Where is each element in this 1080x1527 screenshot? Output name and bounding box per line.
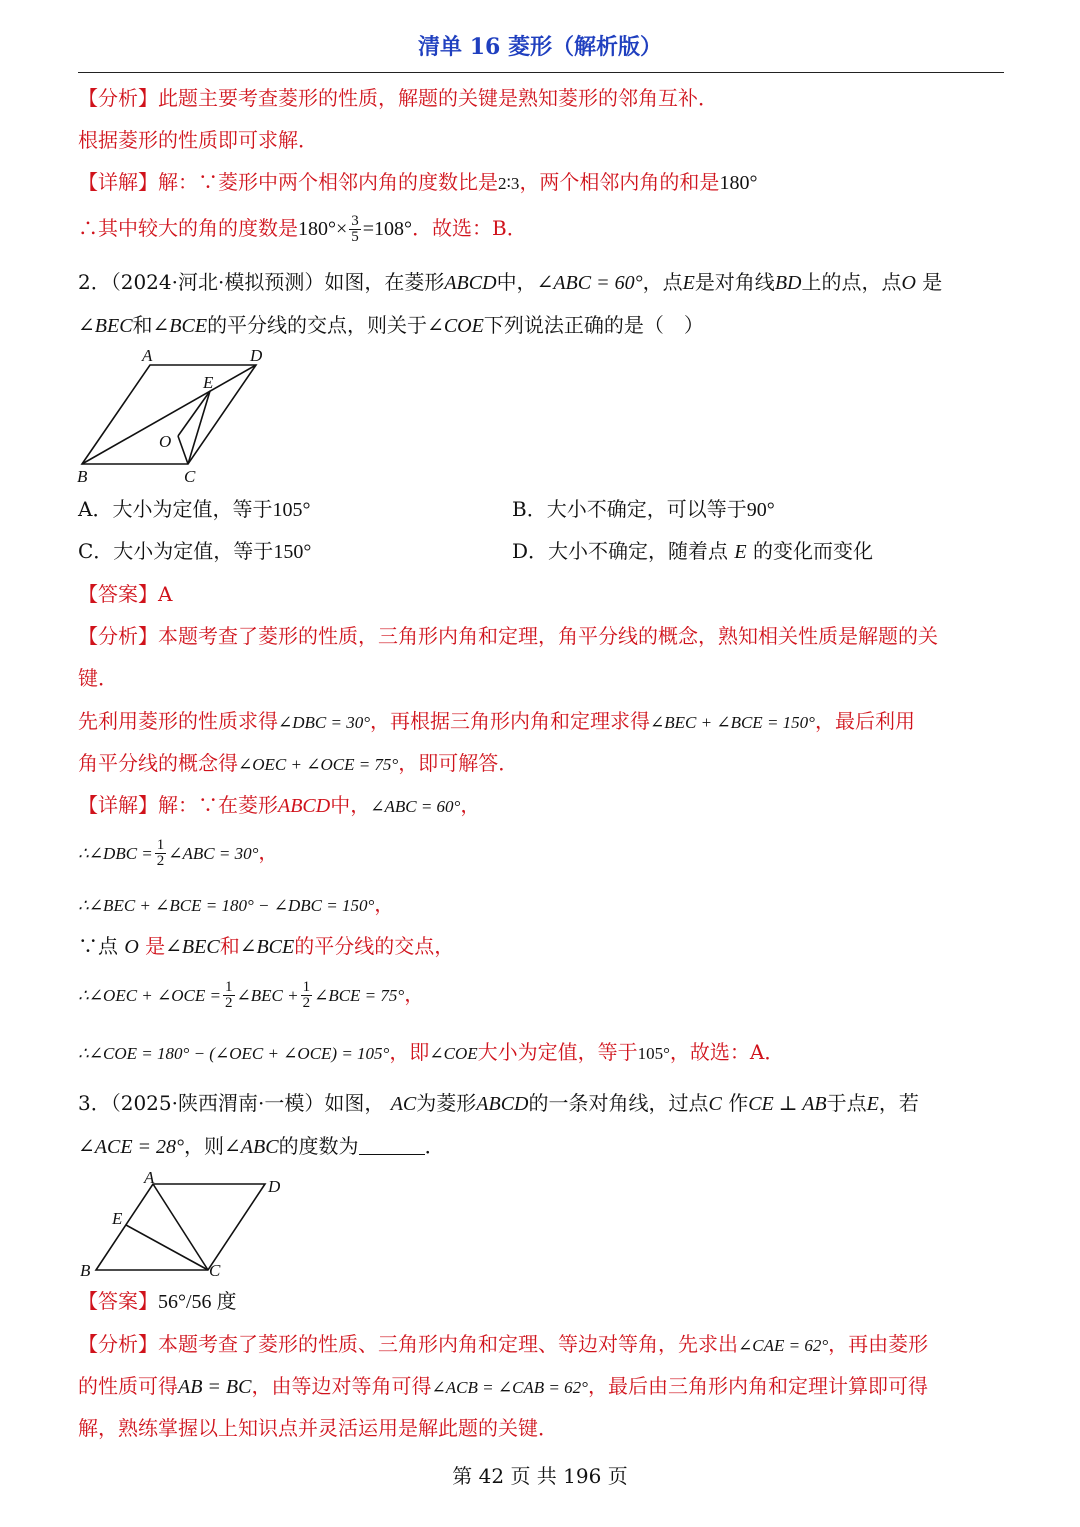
q3-stem-text: 的度数为 <box>278 1134 359 1158</box>
q2-step4-fraction-1 <box>223 980 235 1011</box>
q2-step-math: 105° <box>637 1044 670 1063</box>
q2-step-1 <box>78 838 278 869</box>
q2-answer: 【答案】A <box>78 582 173 606</box>
q2-option-a-value: 105° <box>272 499 311 521</box>
q1-analysis-line-2: 根据菱形的性质即可求解． <box>78 128 318 152</box>
q3-analysis-text: ，再由菱形 <box>828 1332 929 1356</box>
q2-option-a <box>78 495 310 524</box>
q2-analysis-line-4 <box>78 749 518 779</box>
q3-stem-text: 3．（2025·陕西渭南·一模）如图， <box>78 1091 385 1115</box>
q2-stem-point-o: O <box>901 272 916 294</box>
q2-step-math: ∠COE <box>429 1044 478 1063</box>
q2-detail-math: ABCD <box>278 795 331 817</box>
q3-analysis-text: ，最后由三角形内角和定理计算即可得 <box>587 1374 928 1398</box>
q3-stem-text: 作 <box>728 1091 749 1115</box>
q2-detail-text: 【详解】解：∵在菱形 <box>78 793 278 817</box>
q2-analysis-text: ，最后利用 <box>814 709 915 733</box>
q2-step-text: ，即 <box>389 1040 430 1064</box>
q2-detail-math: ∠ABC = 60° <box>370 797 461 816</box>
q2-stem-angle-bce: ∠BCE <box>152 315 208 337</box>
q3-stem-line-2 <box>78 1132 445 1161</box>
q3-stem-math: CE ⊥ AB <box>748 1093 827 1115</box>
q1-detail-ratio: 2∶3 <box>498 174 520 193</box>
q2-analysis-text: 角平分线的概念得 <box>78 751 238 775</box>
q2-step-math: ∴∠BEC + ∠BCE = 180° − ∠DBC = 150° <box>78 896 375 915</box>
q3-analysis-math: ∠ACB = ∠CAB = 62° <box>431 1378 588 1397</box>
q3-label-c: C <box>209 1261 221 1280</box>
q2-step-punct: ， <box>404 982 425 1006</box>
q3-analysis-line-1 <box>78 1330 928 1360</box>
q3-analysis-text: 【分析】本题考查了菱形的性质、三角形内角和定理、等边对等角，先求出 <box>78 1332 738 1356</box>
q2-step-math: ∠BEC <box>165 936 220 958</box>
q2-step-text: ∵点 <box>78 934 118 958</box>
q2-option-c-label: C．大小为定值，等于 <box>78 539 274 563</box>
q2-label-c: C <box>184 467 196 486</box>
q1-fraction-denominator: 5 <box>351 229 359 245</box>
q2-analysis-line-1: 【分析】本题考查了菱形的性质，三角形内角和定理，角平分线的概念，熟知相关性质是解题的关 <box>78 624 938 648</box>
q2-option-d <box>512 537 873 566</box>
q3-analysis-math: AB = BC <box>178 1376 252 1398</box>
q1-detail-line <box>78 168 757 198</box>
q1-conclusion-expr-b: =108° <box>362 218 413 240</box>
q2-step-text: 是 <box>145 934 166 958</box>
q2-step-4 <box>78 980 424 1011</box>
q2-step-math: ∴∠OEC + ∠OCE = <box>78 986 221 1005</box>
q3-rhombus-figure <box>70 1164 290 1284</box>
header-rule <box>78 72 1004 73</box>
q2-stem-bd: BD <box>774 272 802 294</box>
page-footer: 第 42 页 共 196 页 <box>452 1464 628 1488</box>
q3-stem-math: ∠ACE = 28° <box>78 1136 185 1158</box>
q2-step-math: ∠ABC = 30° <box>168 844 259 863</box>
q2-step4-numerator-1: 1 <box>225 979 233 995</box>
q3-stem-text: ． <box>424 1134 445 1158</box>
q3-analysis-text: ，由等边对等角可得 <box>251 1374 432 1398</box>
q2-stem-point-e: E <box>682 272 695 294</box>
q2-label-b: B <box>77 467 88 486</box>
q1-conclusion-line <box>78 214 527 245</box>
q2-stem-text: 是对角线 <box>694 270 775 294</box>
q2-detail-text: 中， <box>330 793 371 817</box>
q2-stem-angle-coe: ∠COE <box>427 315 484 337</box>
q3-answer <box>78 1287 237 1316</box>
q3-stem-text: 于点 <box>826 1091 867 1115</box>
q2-stem-text: ，点 <box>642 270 683 294</box>
q2-step-math: ∠BCE <box>239 936 295 958</box>
q2-label-o: O <box>159 432 172 451</box>
q2-option-c <box>78 537 311 566</box>
q3-stem-math: ∠ABC <box>224 1136 279 1158</box>
q3-analysis-math: ∠CAE = 62° <box>738 1336 829 1355</box>
q2-step-text: ，故选：A． <box>669 1040 785 1064</box>
q2-step4-denominator-2: 2 <box>302 995 311 1011</box>
q2-step-2 <box>78 890 394 920</box>
q2-stem-text: 2．（2024·河北·模拟预测）如图，在菱形 <box>78 270 445 294</box>
q2-analysis-math: ∠DBC = 30° <box>278 713 371 732</box>
q2-analysis-line-2: 键． <box>78 666 118 690</box>
q2-stem-text: 下列说法正确的是（ ） <box>483 313 704 337</box>
q1-conclusion-text-a: ∴其中较大的角的度数是 <box>78 216 298 240</box>
q2-option-c-value: 150° <box>273 541 312 563</box>
q2-detail-text: ， <box>460 793 481 817</box>
q2-option-a-label: A．大小为定值，等于 <box>78 497 273 521</box>
q2-step1-fraction <box>155 838 167 869</box>
q3-answer-label: 【答案】 <box>78 1289 158 1313</box>
q3-analysis-line-3: 解，熟练掌握以上知识点并灵活运用是解此题的关键． <box>78 1416 558 1440</box>
q1-detail-text-b: ，两个相邻内角的和是 <box>519 170 720 194</box>
q2-step-punct: ， <box>374 892 395 916</box>
q3-stem-text: 的一条对角线，过点 <box>528 1091 709 1115</box>
q1-conclusion-text-b: ．故选：B． <box>412 216 527 240</box>
q2-option-b-value: 90° <box>746 499 775 521</box>
q3-analysis-line-2 <box>78 1372 928 1402</box>
q2-analysis-text: ，即可解答． <box>398 751 519 775</box>
page-header-title: 清单 16 菱形（解析版） <box>418 34 662 60</box>
q2-stem-text: 是 <box>922 270 943 294</box>
q2-detail-line <box>78 791 480 821</box>
q2-step-math: ∴∠DBC = <box>78 844 153 863</box>
q2-step-5 <box>78 1038 784 1068</box>
q3-label-d: D <box>268 1177 281 1196</box>
q2-label-e: E <box>203 373 214 392</box>
q2-step4-numerator-2: 1 <box>302 979 311 995</box>
q3-stem-math: C <box>708 1093 722 1115</box>
q3-answer-value: 56°/56 度 <box>158 1291 237 1313</box>
q2-stem-text: 的平分线的交点，则关于 <box>207 313 428 337</box>
q2-step1-numerator: 1 <box>156 837 165 853</box>
q2-stem-text: 上的点，点 <box>801 270 902 294</box>
q2-analysis-line-3 <box>78 707 915 737</box>
q2-label-a: A <box>142 346 153 365</box>
q2-step-text: 和 <box>219 934 240 958</box>
q2-step4-denominator-1: 2 <box>225 995 233 1011</box>
q2-stem-rhombus: ABCD <box>444 272 497 294</box>
q2-analysis-math: ∠BEC + ∠BCE = 150° <box>650 713 815 732</box>
q2-option-d-var: E <box>734 541 747 563</box>
q2-step-3 <box>78 932 454 961</box>
q3-stem-text: ，则 <box>184 1134 225 1158</box>
q3-answer-blank <box>359 1134 425 1155</box>
q1-detail-sum: 180° <box>719 172 758 194</box>
q2-stem-line-2 <box>78 311 704 340</box>
q1-fraction <box>349 214 361 245</box>
q2-step-math: ∠BEC + <box>236 986 299 1005</box>
q3-stem-math: ABCD <box>476 1093 529 1115</box>
q2-step-punct: ， <box>258 840 279 864</box>
q3-stem-text: ，若 <box>878 1091 919 1115</box>
q2-stem-text: 和 <box>132 313 153 337</box>
q1-detail-text-a: 【详解】解：∵菱形中两个相邻内角的度数比是 <box>78 170 498 194</box>
q3-label-a: A <box>144 1168 155 1187</box>
q2-analysis-text: ，再根据三角形内角和定理求得 <box>370 709 651 733</box>
q2-stem-line-1 <box>78 268 942 297</box>
q3-stem-line-1 <box>78 1089 919 1118</box>
q3-analysis-text: 的性质可得 <box>78 1374 178 1398</box>
q3-stem-math: AC <box>390 1093 417 1115</box>
q2-analysis-text: 先利用菱形的性质求得 <box>78 709 278 733</box>
q2-stem-text: 中， <box>496 270 537 294</box>
q3-label-e: E <box>112 1209 123 1228</box>
q2-option-b-label: B．大小不确定，可以等于 <box>512 497 747 521</box>
q2-option-d-tail: 的变化而变化 <box>752 539 873 563</box>
q3-label-b: B <box>80 1261 91 1280</box>
q1-analysis-line-1: 【分析】此题主要考查菱形的性质，解题的关键是熟知菱形的邻角互补． <box>78 86 718 110</box>
q2-step-text: 大小为定值，等于 <box>477 1040 638 1064</box>
q2-analysis-math: ∠OEC + ∠OCE = 75° <box>238 755 399 774</box>
q2-label-d: D <box>250 346 263 365</box>
q2-step-math: ∠BCE = 75° <box>314 986 405 1005</box>
q2-step1-denominator: 2 <box>156 853 165 869</box>
q2-option-d-label: D．大小不确定，随着点 <box>512 539 729 563</box>
q2-step-math: O <box>124 936 139 958</box>
q2-step-math: ∴∠COE = 180° − (∠OEC + ∠OCE) = 105° <box>78 1044 390 1063</box>
q2-step4-fraction-2 <box>301 980 313 1011</box>
q2-step-text: 的平分线的交点， <box>294 934 455 958</box>
q3-stem-math: E <box>866 1093 879 1115</box>
q3-stem-text: 为菱形 <box>416 1091 477 1115</box>
q2-stem-angle-abc: ∠ABC = 60° <box>536 272 643 294</box>
q1-fraction-numerator: 3 <box>351 213 359 229</box>
q2-stem-angle-bec: ∠BEC <box>78 315 133 337</box>
q2-option-b <box>512 495 775 524</box>
q2-rhombus-figure <box>70 342 280 490</box>
q1-conclusion-expr-a: 180°× <box>298 218 348 240</box>
